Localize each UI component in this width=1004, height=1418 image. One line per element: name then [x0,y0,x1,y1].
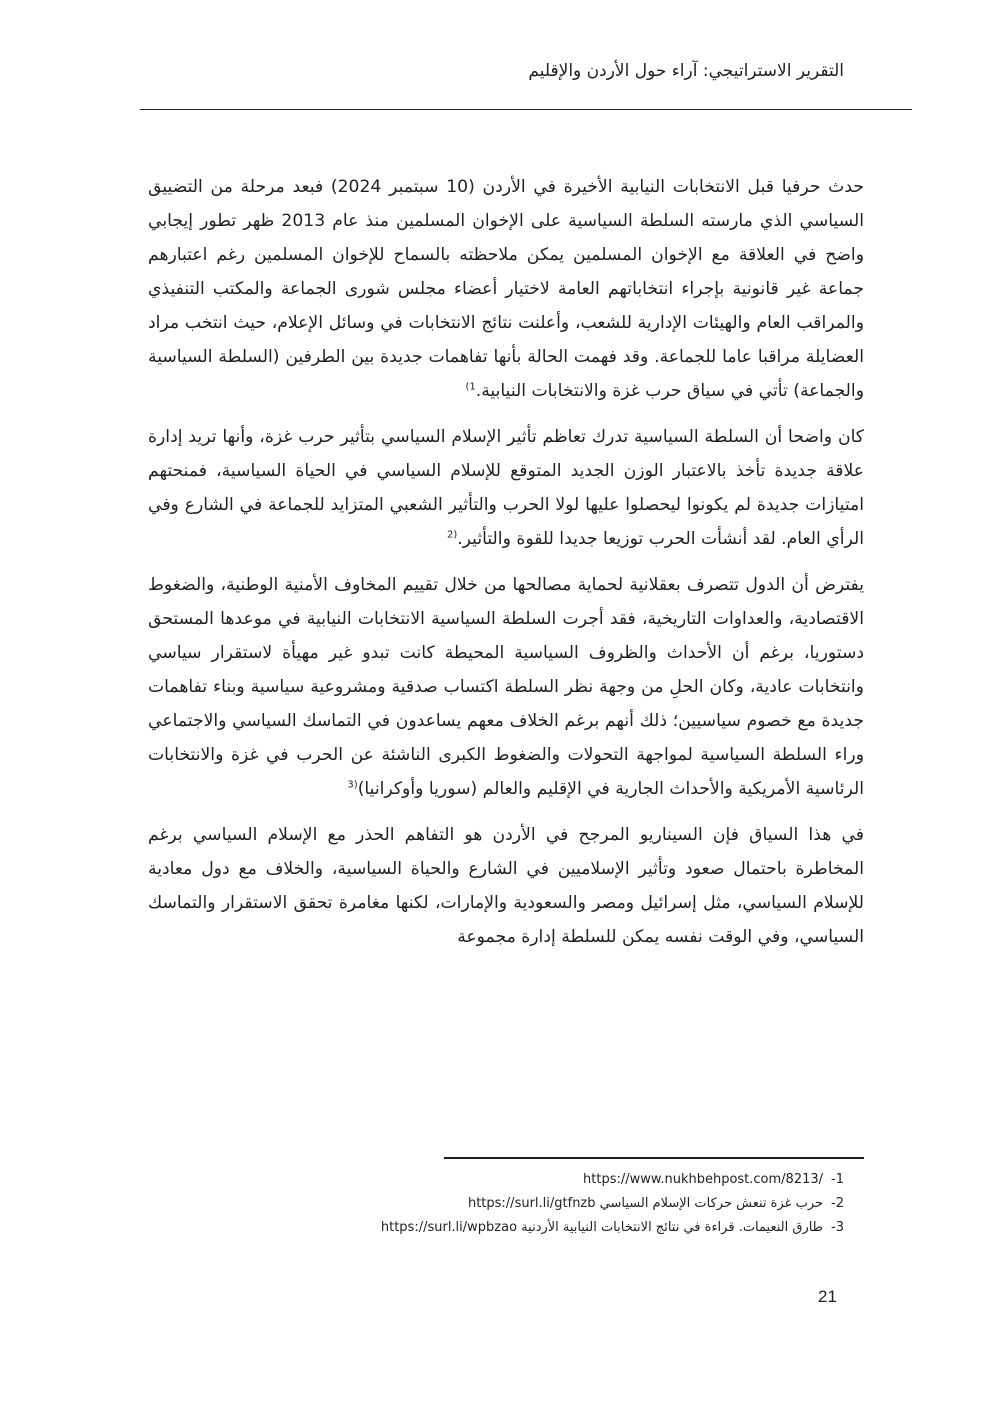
footnote-divider [444,1157,864,1159]
footnote-item [284,1192,844,1216]
footnote-text[interactable]: /https://www.nukhbehpost.com/8213 [583,1172,824,1187]
footnotes [284,1168,844,1240]
running-title: التقرير الاستراتيجي: آراء حول الأردن والإقليم [528,61,844,81]
footnote-reference[interactable]: (2 [446,529,458,541]
paragraph: في هذا السياق فإن السيناريو المرجح في الأردن هو التفاهم الحذر مع الإسلام السياسي برغم المخاطرة باحتمال صعود وتأثير الإسلاميين في الشارع والحياة السياسية، والخلاف مع دول معادية للإسلام السياسي، مثل إسرائيل ومصر والسعودية والإمارات، لكنها مغامرة تحقق الاستقرار والتماسك السياسي، وفي الوقت نفسه يمكن للسلطة إدارة مجموعة [148,825,864,947]
page-number: 21 [818,1287,837,1306]
footnote-number: -1 [831,1172,844,1187]
paragraph: يفترض أن الدول تتصرف بعقلانية لحماية مصالحها من خلال تقييم المخاوف الأمنية الوطنية، والضغوط الاقتصادية، والعداوات التاريخية، فقد أجرت السلطة السياسية الانتخابات النيابية في موعدها المستحق دستوريا، برغم أن الأحداث والظروف السياسية المحيطة كانت تبدو غير مهيأة لاستقرار سياسي وانتخابات عادية، وكان الحلِ من وجهة نظر السلطة اكتساب صدقية ومشروعية سياسية وبناء تفاهمات جديدة مع خصوم سياسيين؛ ذلك أنهم برغم الخلاف معهم يساعدون في التماسك السياسي والاجتماعي وراء السلطة السياسية لمواجهة التحولات والضغوط الكبرى الناشئة عن الحرب في غزة والانتخابات الرئاسية الأمريكية والأحداث الجارية في الإقليم والعالم (سوريا وأوكرانيا)$^{(3}$ [148,575,864,799]
running-header [144,58,844,84]
footnote-number: -3 [831,1220,844,1235]
header-divider [140,109,912,110]
paragraph: حدث حرفيا قبل الانتخابات النيابية الأخيرة في الأردن (10 سبتمبر 2024) فبعد مرحلة من التضييق السياسي الذي مارسته السلطة السياسية على الإخوان المسلمين منذ عام 2013 ظهر تطور إيجابي واضح في العلاقة مع الإخوان المسلمين يمكن ملاحظته بالسماح للإخوان المسلمين رغم اعتبارهم جماعة غير قانونية بإجراء انتخاباتهم العامة لاختيار أعضاء مجلس شورى الجماعة والمكتب التنفيذي والمراقب العام والهيئات الإدارية للشعب، وأعلنت نتائج الانتخابات في وسائل الإعلام، حيث انتخب مراد العضايلة مراقبا عاما للجماعة. وقد فهمت الحالة بأنها تفاهمات جديدة بين الطرفين (السلطة السياسية والجماعة) تأتي في سياق حرب غزة والانتخابات النيابية.$^{1)}$ [148,177,864,401]
footnote-reference[interactable]: 1) [465,381,476,393]
footnote-item [284,1168,844,1192]
footnote-item [284,1216,844,1240]
footnote-text[interactable]: طارق النعيمات. قراءة في نتائج الانتخابات النيابية الأردنية https://surl.li/wpbzao [380,1220,824,1235]
footnote-text[interactable]: حرب غزة تنعش حركات الإسلام السياسي https://surl.li/gtfnzb [467,1196,824,1211]
main-body [148,170,864,954]
footnote-reference[interactable]: (3 [347,779,358,791]
footnote-number: -2 [831,1196,844,1211]
paragraph: كان واضحا أن السلطة السياسية تدرك تعاظم تأثير الإسلام السياسي بتأثير حرب غزة، وأنها تريد إدارة علاقة جديدة تأخذ بالاعتبار الوزن الجديد المتوقع للإسلام السياسي في الحياة السياسية، فمنحتهم امتيازات جديدة لم يكونوا ليحصلوا عليها لولا الحرب والتأثير الشعبي المتزايد للجماعة في الشارع وفي الرأي العام. لقد أنشأت الحرب توزيعا جديدا للقوة والتأثير.$^{(2}$ [148,427,864,549]
